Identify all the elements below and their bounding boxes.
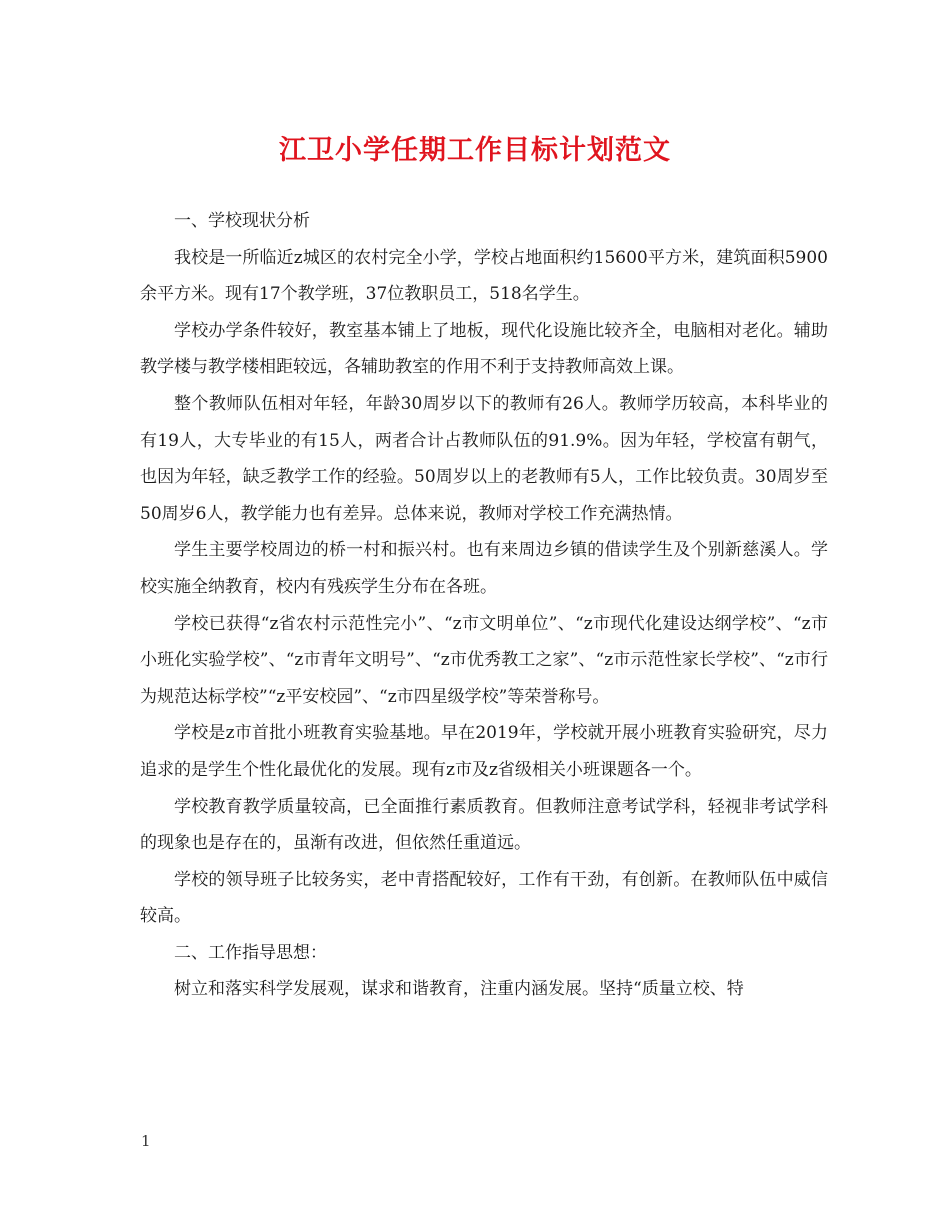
paragraph: 学校是z市首批小班教育实验基地。早在2019年，学校就开展小班教育实验研究，尽力追求的是学生个性化最优化的发展。现有z市及z省级相关小班课题各一个。 <box>140 723 828 780</box>
page-number: 1 <box>141 1132 151 1150</box>
document-body <box>140 203 828 1008</box>
paragraph: 我校是一所临近z城区的农村完全小学，学校占地面积约15600平方米，建筑面积5900余平方米。现有17个教学班，37位教职员工，518名学生。 <box>140 247 828 305</box>
paragraph-section-heading-1: 一、学校现状分析 <box>174 211 310 231</box>
paragraph: 学校教育教学质量较高，已全面推行素质教育。但教师注意考试学科，轻视非考试学科的现象也是存在的，虽渐有改进，但依然任重道远。 <box>140 796 828 854</box>
document-title: 江卫小学任期工作目标计划范文 <box>279 135 671 166</box>
paragraph: 学校办学条件较好，教室基本铺上了地板，现代化设施比较齐全，电脑相对老化。辅助教学楼与教学楼相距较远，各辅助教室的作用不利于支持教师高效上课。 <box>140 320 828 378</box>
paragraph: 学校已获得“z省农村示范性完小”、“z市文明单位”、“z市现代化建设达纲学校”、“z市小班化实验学校”、“z市青年文明号”、“z市优秀教工之家”、“z市示范性家长学校”、“z市行为规范达标学校”“z平安校园”、“z市四星级学校”等荣誉称号。 <box>140 613 828 707</box>
paragraph-section-heading-2: 二、工作指导思想： <box>174 942 327 963</box>
paragraph: 整个教师队伍相对年轻，年龄30周岁以下的教师有26人。教师学历较高，本科毕业的有19人，大专毕业的有15人，两者合计占教师队伍的91.9%。因为年轻，学校富有朝气，也因为年轻，缺乏教学工作的经验。50周岁以上的老教师有5人，工作比较负责。30周岁至50周岁6人，教学能力也有差异。总体来说，教师对学校工作充满热情。 <box>140 393 828 524</box>
paragraph: 树立和落实科学发展观，谋求和谐教育，注重内涵发展。坚持“质量立校、特 <box>174 979 744 1000</box>
paragraph: 学生主要学校周边的桥一村和振兴村。也有来周边乡镇的借读学生及个别新慈溪人。学校实施全纳教育，校内有残疾学生分布在各班。 <box>140 540 828 597</box>
paragraph: 学校的领导班子比较务实，老中青搭配较好，工作有干劲，有创新。在教师队伍中威信较高。 <box>140 869 828 927</box>
